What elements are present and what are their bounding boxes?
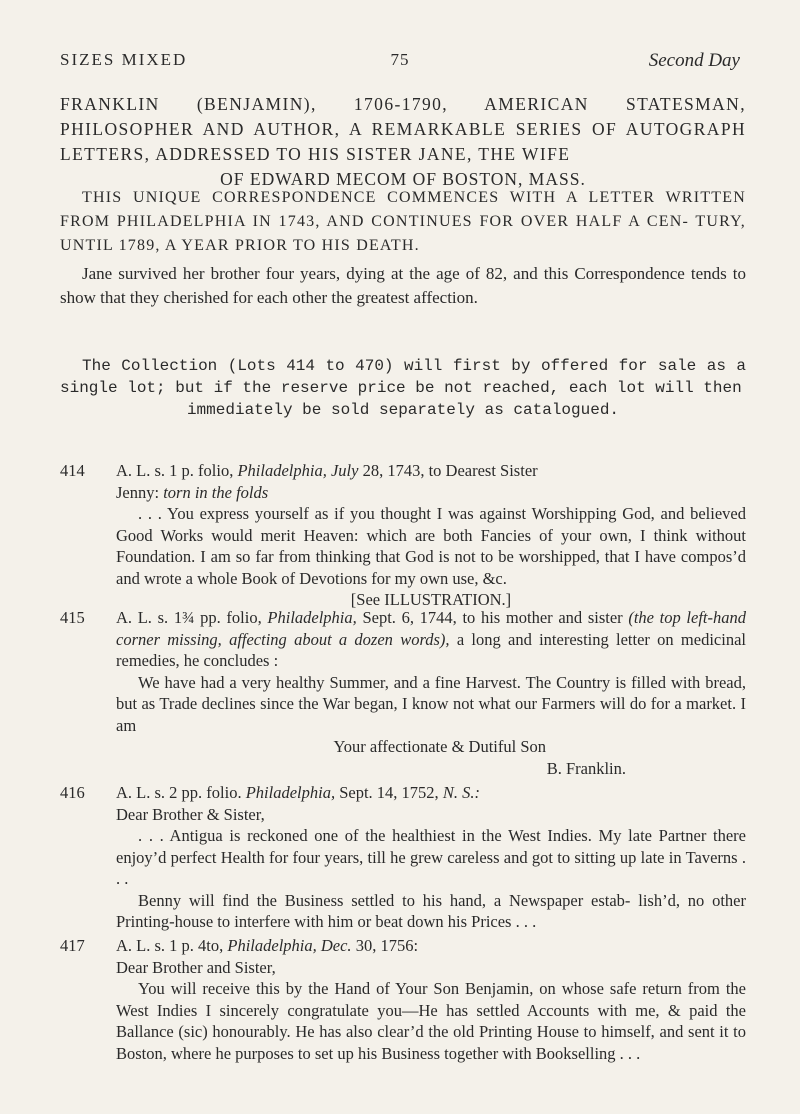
- intro-paragraph: THIS UNIQUE CORRESPONDENCE COMMENCES WITH A LETTER WRITTEN FROM PHILADELPHIA IN 1743, AND CONTINUES FOR OVER HALF A CEN- TURY, UNTIL 1789, A YEAR PRIOR TO HIS DEATH.: [60, 189, 746, 254]
- lot-condition: N. S.:: [442, 783, 480, 802]
- lot-description: a long and interesting letter on medicinal remedies, he concludes :: [116, 629, 746, 670]
- collection-note: [60, 355, 746, 421]
- lot-body: [116, 460, 746, 611]
- title-subline: OF EDWARD MECOM OF BOSTON, MASS.: [220, 169, 586, 189]
- collection-note-text: The Collection (Lots 414 to 470) will first by offered for sale as a single lot; but if the reserve price be not reached, each lot will then: [60, 357, 746, 397]
- lot-place: Philadelphia,: [267, 608, 357, 627]
- lot-format: A. L. s. 1 p. 4to,: [116, 936, 224, 955]
- page-number: 75: [390, 50, 410, 69]
- lot-place: Philadelphia, July: [237, 461, 359, 480]
- lot-quote: Benny will find the Business settled to his hand, a Newspaper estab- lish’d, no other Printing-house to interfere with him or beat down his Prices . . .: [116, 890, 746, 931]
- lot-salutation: Dear Brother and Sister,: [116, 957, 276, 977]
- lot-signature: B. Franklin.: [546, 758, 626, 778]
- lot-format: A. L. s. 2 pp. folio.: [116, 783, 242, 802]
- lot-illustration-ref: [See ILLUSTRATION.]: [350, 590, 512, 609]
- lot-quote: You will receive this by the Hand of Your Son Benjamin, on whose safe return from the West Indies I sincerely congratulate you—He has settled Accounts with me, & paid the Ballance (sic) honourably. He has also clear’d the old Printing House to himself, and sent it to Boston, where he purposes to set up his Business together with Bookselling . . .: [116, 979, 746, 1063]
- lot-heading: [116, 782, 746, 804]
- lot-date: Sept. 14, 1752,: [339, 783, 439, 802]
- lot-number: 414: [60, 461, 85, 480]
- running-header: [60, 50, 740, 74]
- title-main: FRANKLIN (BENJAMIN), 1706-1790, AMERICAN STATESMAN, PHILOSOPHER AND AUTHOR, A REMARKABLE SERIES OF AUTOGRAPH LETTERS, ADDRESSED TO HIS SISTER JANE, THE WIFE: [60, 94, 746, 164]
- lot-number: 415: [60, 608, 85, 627]
- lot-condition: (the top left-hand corner missing, affecting about a dozen words),: [116, 608, 747, 649]
- lot-entry: [60, 935, 746, 1064]
- lot-format: A. L. s. 1 p. folio,: [116, 461, 234, 480]
- collection-note-last-line: immediately be sold separately as catalogued.: [186, 401, 620, 419]
- lot-format: A. L. s. 1¾ pp. folio,: [116, 608, 262, 627]
- lot-heading: [116, 935, 746, 957]
- lot-place: Philadelphia, Dec.: [227, 936, 352, 955]
- jane-paragraph: Jane survived her brother four years, dying at the age of 82, and this Correspondence tends to show that they cherished for each other the greatest affection.: [60, 264, 746, 307]
- lot-body: [116, 935, 746, 1064]
- lot-body: [116, 607, 746, 779]
- lot-closing: Your affectionate & Dutiful Son: [333, 737, 546, 756]
- lot-heading: [116, 460, 746, 503]
- lot-entry: [60, 607, 746, 779]
- lot-quote: We have had a very healthy Summer, and a fine Harvest. The Country is filled with bread, but as Trade declines since the War began, I know not what our Farmers will do for a market. I am: [116, 672, 746, 735]
- lot-date: 30, 1756:: [355, 936, 419, 955]
- lot-number: 417: [60, 936, 85, 955]
- header-day-label: Second Day: [648, 50, 740, 71]
- lot-heading: [116, 607, 746, 672]
- lot-recipient: Jenny:: [116, 482, 160, 502]
- lot-salutation: Dear Brother & Sister,: [116, 804, 265, 824]
- lot-body: [116, 782, 746, 933]
- lot-place: Philadelphia,: [245, 783, 336, 802]
- lot-number: 416: [60, 783, 85, 802]
- lot-entry: [60, 460, 746, 611]
- lot-date: 28, 1743, to Dearest Sister: [362, 461, 538, 480]
- lot-quote: . . . Antigua is reckoned one of the healthiest in the West Indies. My late Partner there enjoy’d perfect Health for four years, till he grew careless and got to sitting up late in Taverns . . .: [116, 826, 746, 888]
- lot-quote: . . . You express yourself as if you thought I was against Worshipping God, and believed Good Works would merit Heaven: which are both Fancies of your own, I think without Foundation. I am so far from thinking that God is not to be worshipped, that I have compos’d and wrote a whole Book of Devotions for my own use, &c.: [116, 504, 746, 588]
- lot-condition: torn in the folds: [163, 482, 269, 502]
- header-section-label: SIZES MIXED: [60, 50, 188, 69]
- lot-series-title: [60, 92, 746, 192]
- lot-date: Sept. 6, 1744, to his mother and sister: [362, 608, 623, 627]
- lot-entry: [60, 782, 746, 933]
